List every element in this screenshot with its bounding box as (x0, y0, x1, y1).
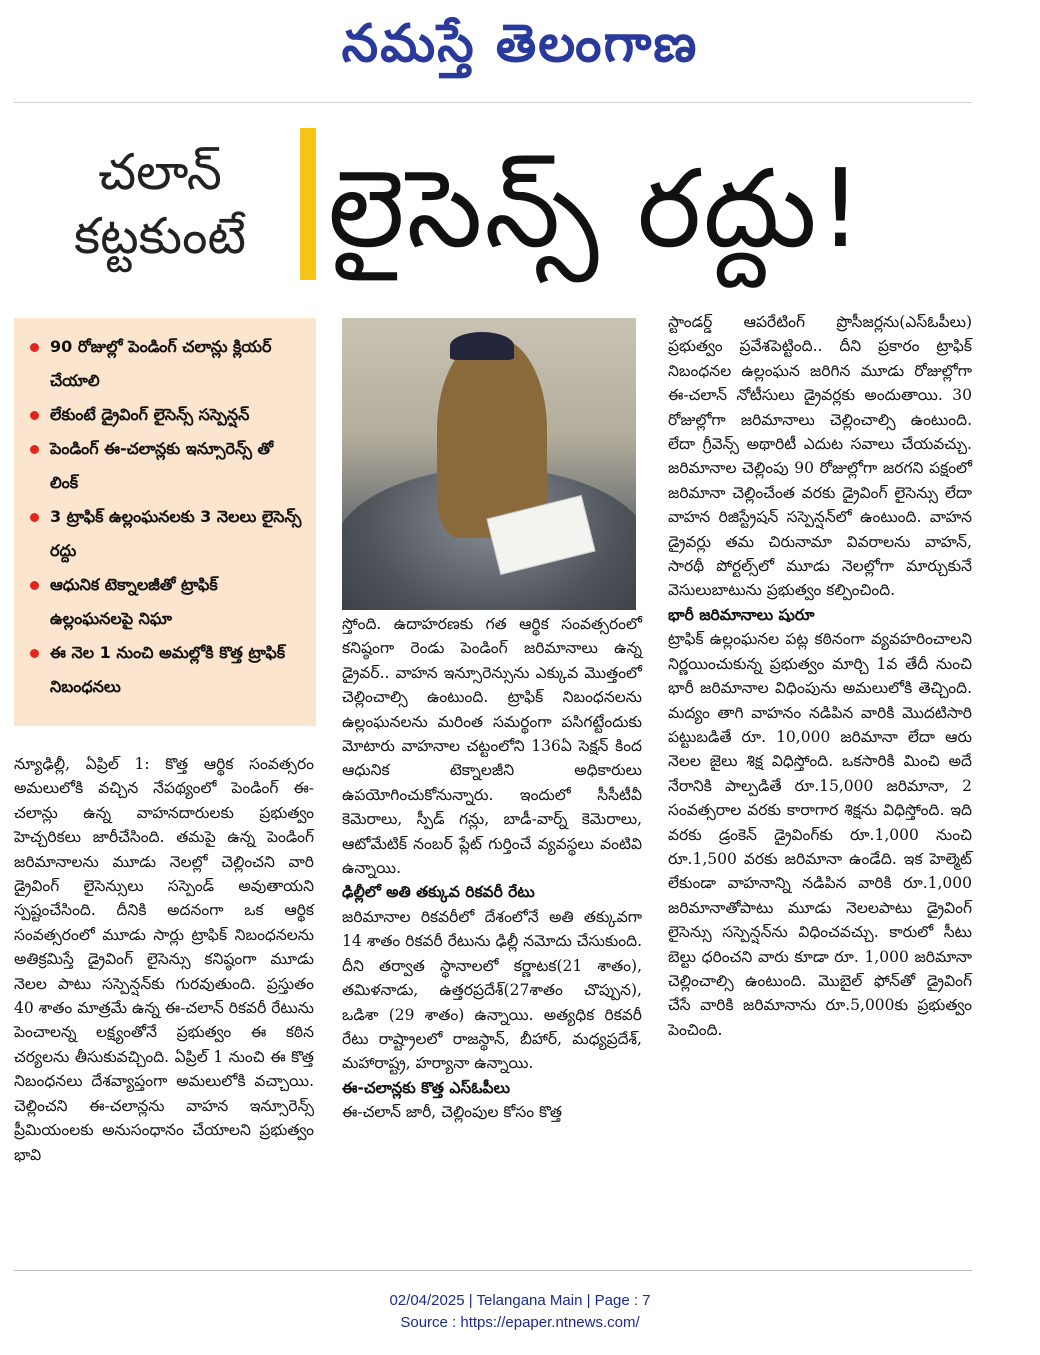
highlight-item: పెండింగ్ ఈ-చలాన్లకు ఇన్సూరెన్స్ తో లింక్ (28, 432, 306, 500)
article-column-3 (668, 310, 972, 1042)
paragraph: ట్రాఫిక్ ఉల్లంఘనల పట్ల కఠినంగా వ్యవహరించాలని నిర్ణయించుకున్న ప్రభుత్వం మార్చి 1వ తేదీ నుంచి భారీ జరిమానాల విధింపును అమలులోకి తెచ్చింది. మద్యం తాగి వాహనం నడిపిన వారికి మొదటిసారి పట్టుబడితే రూ. 10,000 జరిమానా లేదా ఆరు నెలల జైలు శిక్ష విధిస్తోంది. ఒకసారికి మించి అదే నేరానికి పాల్పడితే రూ.15,000 జరిమానా, 2 సంవత్సరాల వరకు కారాగార శిక్షను విధిస్తోంది. ఇది వరకు డ్రంకెన్ డ్రైవింగ్‌కు రూ.1,000 నుంచి రూ.1,500 వరకు జరిమానా ఉండేది. ఇక హెల్మెట్ లేకుండా వాహనాన్ని నడిపిన వారికి రూ.1,000 జరిమానాతోపాటు మూడు నెలలపాటు డ్రైవింగ్ లైసెన్సు సస్పెన్షన్‌ను విధించవచ్చు. కారులో సీటు బెల్టు ధరించని వారు కూడా రూ. 1,000 జరిమానా చెల్లించాల్సి ఉంటుంది. మొబైల్ ఫోన్‌తో డ్రైవింగ్ చేసే వారికి జరిమానాను రూ.5,000కు ప్రభుత్వం పెంచింది. (668, 630, 972, 1039)
subheading: ఈ-చలాన్లకు కొత్త ఎస్‌ఓపీలు (342, 1078, 510, 1097)
main-headline: లైసెన్స్ రద్దు! (328, 147, 865, 272)
bullet-icon (30, 445, 39, 454)
headline-accent-bar (300, 128, 316, 280)
page-footer (0, 1290, 1040, 1334)
bullet-icon (30, 649, 39, 658)
bullet-icon (30, 343, 39, 352)
paragraph: స్తోంది. ఉదాహరణకు గత ఆర్థిక సంవత్సరంలో కనిష్ఠంగా రెండు పెండింగ్ జరిమానాలు ఉన్న డ్రైవర్.. వాహన ఇన్సూరెన్సును ఎక్కువ మొత్తంలో చెల్లించాల్సి ఉంటుంది. ట్రాఫిక్ నిబంధనలను ఉల్లంఘనలను మరింత సమర్థంగా పసిగట్టేందుకు మోటారు వాహనాల చట్టంలోని 136ఏ సెక్షన్ కింద ఆధునిక టెక్నాలజీని అధికారులు ఉపయోగించుకోనున్నారు. ఇందులో సీసీటీవీ కెమెరాలు, స్పీడ్ గన్లు, బాడీ-వార్న్ కెమెరాలు, ఆటోమేటిక్ నంబర్ ప్లేట్ గుర్తించే వ్యవస్థలు వంటివి ఉన్నాయి. (342, 615, 642, 878)
bullet-icon (30, 581, 39, 590)
article-column-2 (342, 612, 642, 1125)
highlight-item: ఆధునిక టెక్నాలజీతో ట్రాఫిక్ ఉల్లంఘనలపై నిఘా (28, 568, 306, 636)
masthead (0, 8, 1040, 80)
kicker-line-2: కట్టకుంటే (73, 207, 247, 265)
subheading: ఢిల్లీలో అతి తక్కువ రికవరీ రేటు (342, 883, 535, 902)
bottom-divider (14, 1270, 972, 1271)
paragraph: జరిమానాల రికవరీలో దేశంలోనే అతి తక్కువగా 14 శాతం రికవరీ రేటును ఢిల్లీ నమోదు చేసుకుంది. దీని తర్వాత స్థానాలలో కర్ణాటక(21 శాతం), తమిళనాడు, ఉత్తరప్రదేశ్(27శాతం చొప్పున), ఒడిశా (29 శాతం) ఉన్నాయి. అత్యధిక రికవరీ రేటు రాష్ట్రాలలో రాజస్థాన్, బీహార్, మధ్యప్రదేశ్, మహారాష్ట్ర, హర్యానా ఉన్నాయి. (342, 907, 642, 1073)
highlight-item: 3 ట్రాఫిక్ ఉల్లంఘనలకు 3 నెలలు లైసెన్స్ రద్దు (28, 500, 306, 568)
highlight-item: ఈ నెల 1 నుంచి అమల్లోకి కొత్త ట్రాఫిక్ నిబంధనలు (28, 636, 306, 704)
headline-kicker (20, 140, 300, 268)
news-photo (342, 318, 636, 610)
paragraph: ఈ-చలాన్ జారీ, చెల్లింపుల కోసం కొత్త (342, 1103, 562, 1122)
bullet-icon (30, 513, 39, 522)
source-link[interactable]: Source : https://epaper.ntnews.com/ (400, 1314, 640, 1331)
kicker-line-1: చలాన్ (98, 143, 222, 201)
newspaper-logo: నమస్తే తెలంగాణ (341, 14, 699, 74)
bullet-icon (30, 411, 39, 420)
paragraph: స్టాండర్డ్ ఆపరేటింగ్ ప్రొసీజర్లను(ఎస్‌ఓపీలు) ప్రభుత్వం ప్రవేశపెట్టింది.. దీని ప్రకారం ట్రాఫిక్ నిబంధనల ఉల్లంఘన జరిగిన మూడు రోజుల్లోగా ఈ-చలాన్ నోటీసులు డ్రైవర్లకు అందుతాయి. 30 రోజుల్లోగా జరిమానాలు చెల్లించాల్సి ఉంటుంది. లేదా గ్రీవెన్స్ అథారిటీ ఎదుట సవాలు చేయవచ్చు. జరిమానాల చెల్లింపు 90 రోజుల్లోగా జరగని పక్షంలో జరిమానా చెల్లించేంత వరకు డ్రైవింగ్ లైసెన్సు లేదా వాహన రిజిస్ట్రేషన్ సస్పెన్షన్‌లో ఉంటుంది. వాహన డ్రైవర్లు తమ చిరునామా వివరాలను వాహన్, సారథీ పోర్టల్స్‌లో మూడు నెలల్లోగా మార్చుకునే వెసులుబాటును ప్రభుత్వం కల్పించింది. (668, 313, 972, 600)
highlight-item: 90 రోజుల్లో పెండింగ్ చలాన్లు క్లియర్ చేయాలి (28, 330, 306, 398)
officer-cap-illustration (450, 332, 514, 360)
paragraph: న్యూఢిల్లీ, ఏప్రిల్ 1: కొత్త ఆర్థిక సంవత్సరం అమలులోకి వచ్చిన నేపథ్యంలో పెండింగ్ ఈ-చలాన్లు ఉన్న వాహనదారులకు ప్రభుత్వం హెచ్చరికలు జారీచేసింది. తమపై ఉన్న పెండింగ్ జరిమానాలను మూడు నెలల్లో చెల్లించని వారి డ్రైవింగ్ లైసెన్సులు సస్పెండ్ అవుతాయని స్పష్టంచేసింది. దీనికి అదనంగా ఒక ఆర్థిక సంవత్సరంలో మూడు సార్లు ట్రాఫిక్ నిబంధనలను అతిక్రమిస్తే డ్రైవింగ్ లైసెన్సు కనిష్ఠంగా మూడు నెలల పాటు సస్పెన్షన్‌కు గురవుతుంది. ప్రస్తుతం 40 శాతం మాత్రమే ఉన్న ఈ-చలాన్ రికవరీ రేటును పెంచాలన్న లక్ష్యంతోనే ప్రభుత్వం ఈ కఠిన చర్యలను తీసుకువచ్చింది. ఏప్రిల్ 1 నుంచి ఈ కొత్త నిబంధనలు దేశవ్యాప్తంగా అమలులోకి వచ్చాయి. చెల్లించని ఈ-చలాన్లను వాహన ఇన్సూరెన్స్ ప్రీమియంలకు అనుసంధానం చేయాలని ప్రభుత్వం భావి (14, 755, 314, 1164)
edition-info: 02/04/2025 | Telangana Main | Page : 7 (389, 1292, 651, 1309)
highlight-item: లేకుంటే డ్రైవింగ్ లైసెన్స్ సస్పెన్షన్ (28, 398, 306, 432)
article-column-1 (14, 752, 314, 1167)
top-divider (14, 102, 972, 103)
subheading: భారీ జరిమానాలు షురూ (668, 605, 815, 624)
highlights-box (14, 318, 316, 726)
